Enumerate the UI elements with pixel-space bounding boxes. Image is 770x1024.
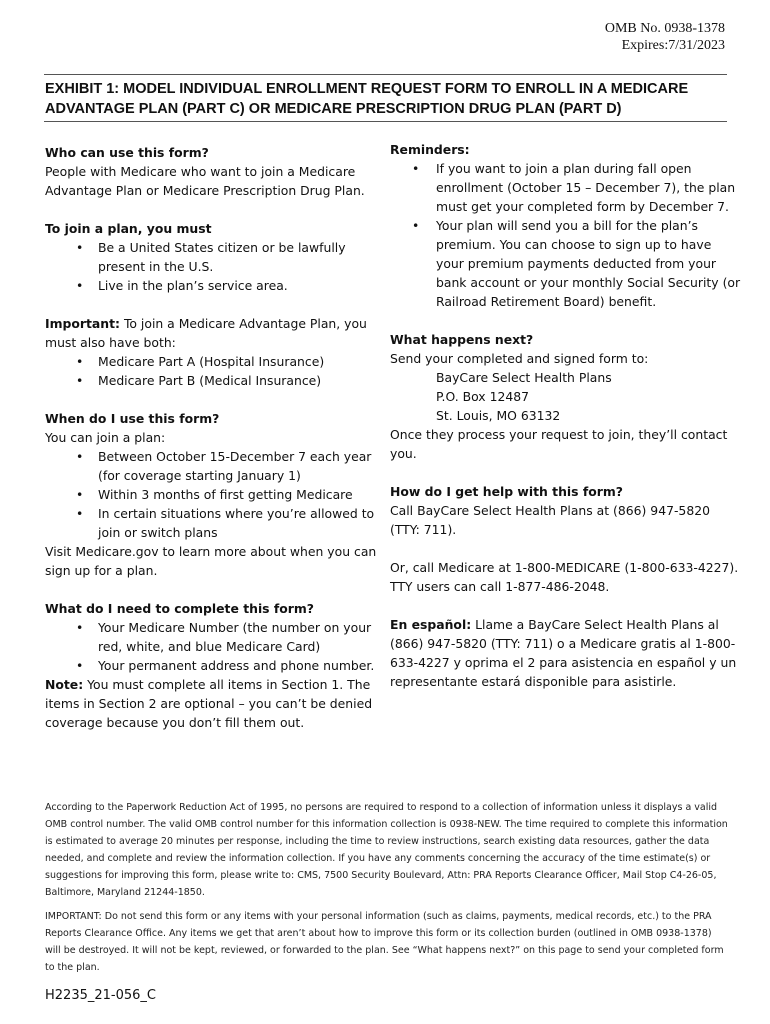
list-item: • Within 3 months of first getting Medicare — [45, 485, 383, 504]
espanol-text: Llame a BayCare Select Health Plans al (866) 947-5820 (TTY: 711) o a Medicare gratis al 1-800-633-4227 y oprima el 2 para asistencia en español y un representante estará disponible para asistirle. — [390, 617, 737, 689]
reminders-list — [390, 159, 742, 311]
join-requirements-list — [45, 238, 383, 295]
note-text: You must complete all items in Section 1. The items in Section 2 are optional – you can’t be denied coverage because you don’t fill them out. — [45, 677, 373, 730]
paperwork-reduction-notice: According to the Paperwork Reduction Act of 1995, no persons are required to respond to a collection of information unless it displays a valid OMB control number. The valid OMB control number for this information collection is 0938-NEW. The time required to complete this information is estimated to average 20 minutes per response, including the time to review instructions, search existing data resources, gather the data needed, and complete and review the information collection. If you have any comments concerning the accuracy of the time estimate(s) or suggestions for improving this form, please write to: CMS, 7500 Security Boulevard, Attn: PRA Reports Clearance Officer, Mail Stop C4-26-05, Baltimore, Maryland 21244-1850. — [45, 802, 728, 898]
address-line: BayCare Select Health Plans — [436, 370, 612, 385]
help-heading: How do I get help with this form? — [390, 484, 623, 499]
omb-header — [605, 20, 725, 54]
list-item: • Your permanent address and phone number. — [45, 656, 383, 675]
note-label: Note: — [45, 677, 84, 692]
who-body: People with Medicare who want to join a Medicare Advantage Plan or Medicare Prescription Drug Plan. — [45, 164, 365, 198]
need-heading: What do I need to complete this form? — [45, 601, 314, 616]
espanol-paragraph — [390, 615, 742, 691]
title-top-rule — [44, 74, 727, 75]
title-bottom-rule — [44, 121, 727, 122]
left-column — [45, 143, 383, 732]
omb-number: OMB No. 0938-1378 — [604, 21, 725, 36]
important-privacy-notice: IMPORTANT: Do not send this form or any items with your personal information (such as claims, payments, medical records, etc.) to the PRA Reports Clearance Office. Any items we get that aren’t about how to improve this form or its collection burden (outlined in OMB 0938-1378) will be destroyed. It will not be kept, reviewed, or forwarded to the plan. See “What happens next?” on this page to send your completed form to the plan. — [45, 911, 724, 973]
next-intro: Send your completed and signed form to: — [390, 351, 649, 366]
form-title: EXHIBIT 1: MODEL INDIVIDUAL ENROLLMENT REQUEST FORM TO ENROLL IN A MEDICARE ADVANTAGE PLAN (PART C) OR MEDICARE PRESCRIPTION DRUG PLAN (PART D) — [45, 81, 689, 117]
who-heading: Who can use this form? — [45, 145, 209, 160]
list-item: • Medicare Part A (Hospital Insurance) — [45, 352, 383, 371]
list-item: • If you want to join a plan during fall open enrollment (October 15 – December 7), the plan must get your completed form by December 7. — [390, 159, 742, 216]
when-intro: You can join a plan: — [45, 430, 166, 445]
form-code: H2235_21-056_C — [45, 988, 156, 1003]
list-item: • In certain situations where you’re allowed to join or switch plans — [45, 504, 383, 542]
medicare-parts-list — [45, 352, 383, 390]
list-item: • Live in the plan’s service area. — [45, 276, 383, 295]
when-outro: Visit Medicare.gov to learn more about when you can sign up for a plan. — [45, 544, 377, 578]
when-heading: When do I use this form? — [45, 411, 220, 426]
right-column — [390, 140, 742, 691]
omb-expiration: Expires:7/31/2023 — [621, 38, 725, 53]
next-outro: Once they process your request to join, they’ll contact you. — [390, 427, 728, 461]
important-paragraph — [45, 314, 383, 352]
need-list — [45, 618, 383, 675]
when-list — [45, 447, 383, 542]
join-heading: To join a plan, you must — [45, 221, 212, 236]
reminders-heading: Reminders: — [390, 142, 470, 157]
next-heading: What happens next? — [390, 332, 534, 347]
important-text: To join a Medicare Advantage Plan, you must also have both: — [45, 316, 367, 350]
list-item: • Your Medicare Number (the number on your red, white, and blue Medicare Card) — [45, 618, 383, 656]
help-medicare: Or, call Medicare at 1-800-MEDICARE (1-800-633-4227). TTY users can call 1-877-486-2048. — [390, 560, 739, 594]
important-label: Important: — [45, 316, 120, 331]
mailing-address — [390, 368, 742, 425]
list-item: • Between October 15-December 7 each year (for coverage starting January 1) — [45, 447, 383, 485]
help-call: Call BayCare Select Health Plans at (866) 947-5820 (TTY: 711). — [390, 503, 710, 537]
list-item: • Medicare Part B (Medical Insurance) — [45, 371, 383, 390]
list-item: • Be a United States citizen or be lawfully present in the U.S. — [45, 238, 383, 276]
address-line: St. Louis, MO 63132 — [436, 408, 561, 423]
address-line: P.O. Box 12487 — [436, 389, 529, 404]
espanol-label: En español: — [390, 617, 472, 632]
list-item: • Your plan will send you a bill for the plan’s premium. You can choose to sign up to have your premium payments deducted from your bank account or your monthly Social Security (or Railroad Retirement Board) benefit. — [390, 216, 742, 311]
note-paragraph — [45, 675, 383, 732]
